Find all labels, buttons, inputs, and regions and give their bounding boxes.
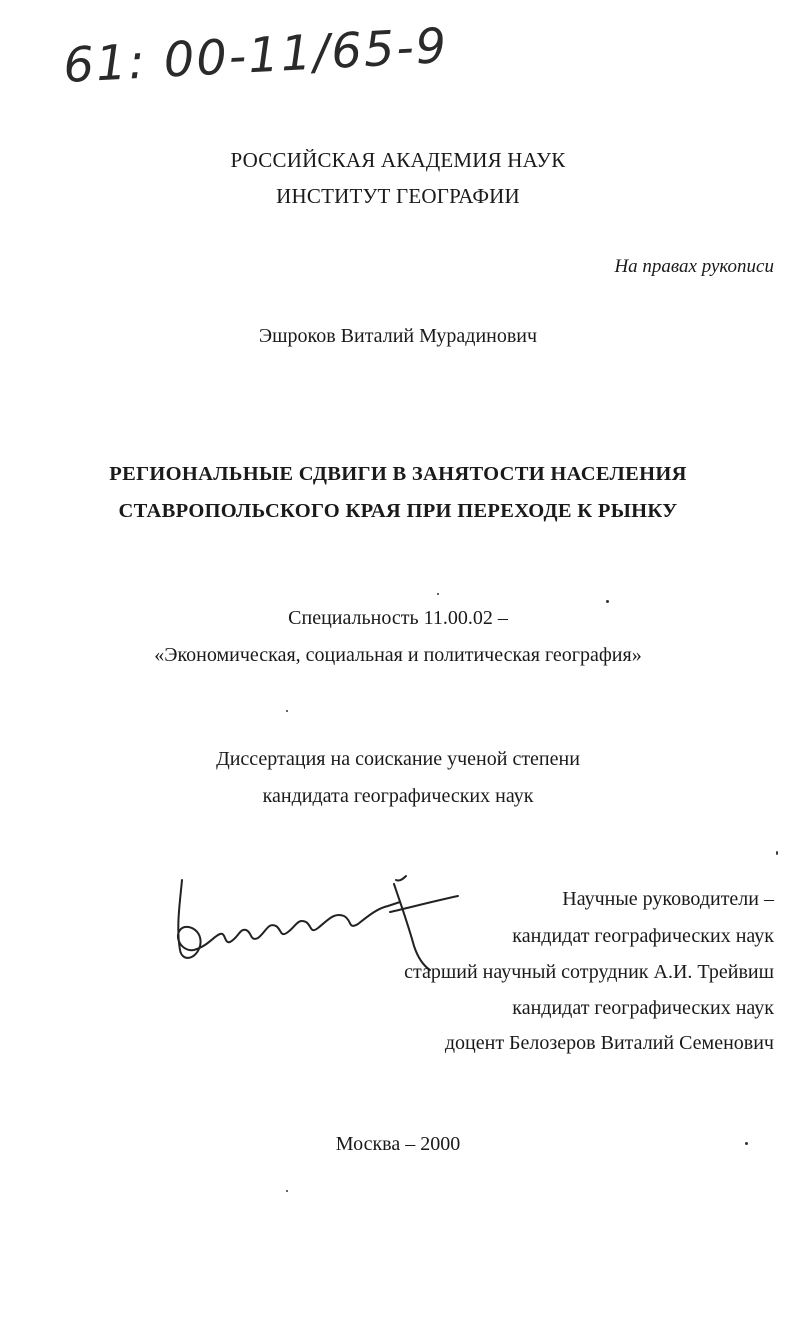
specialty-code: Специальность 11.00.02 – <box>288 607 508 629</box>
degree-line1: Диссертация на соискание ученой степени <box>216 748 580 770</box>
scan-speck <box>437 593 439 595</box>
degree-line2: кандидата географических наук <box>262 785 534 807</box>
supervisors-heading: Научные руководители – <box>562 888 774 910</box>
specialty-name: «Экономическая, социальная и политическая география» <box>154 644 642 666</box>
institute-name: ИНСТИТУТ ГЕОГРАФИИ <box>276 184 520 208</box>
author-signature <box>168 872 468 972</box>
supervisor-line: кандидат географических наук <box>512 925 774 947</box>
supervisor-line: доцент Белозеров Виталий Семенович <box>444 1032 774 1054</box>
dissertation-title-line1: РЕГИОНАЛЬНЫЕ СДВИГИ В ЗАНЯТОСТИ НАСЕЛЕНИЯ <box>109 463 687 485</box>
scan-speck <box>776 851 778 855</box>
scan-speck <box>286 710 288 712</box>
supervisor-line: старший научный сотрудник А.И. Трейвиш <box>404 961 774 983</box>
scan-speck <box>745 1142 748 1145</box>
place-and-year: Москва – 2000 <box>335 1133 461 1155</box>
institution-name: РОССИЙСКАЯ АКАДЕМИЯ НАУК <box>230 148 566 172</box>
supervisor-line: кандидат географических наук <box>512 997 774 1019</box>
dissertation-title-line2: СТАВРОПОЛЬСКОГО КРАЯ ПРИ ПЕРЕХОДЕ К РЫНКУ <box>118 500 678 522</box>
author-name: Эшроков Виталий Мурадинович <box>258 325 538 347</box>
scan-speck <box>286 1190 288 1192</box>
archive-code: 61: 00-11/65-9 <box>62 17 450 94</box>
scan-speck <box>606 600 609 603</box>
manuscript-note: На правах рукописи <box>614 256 774 277</box>
